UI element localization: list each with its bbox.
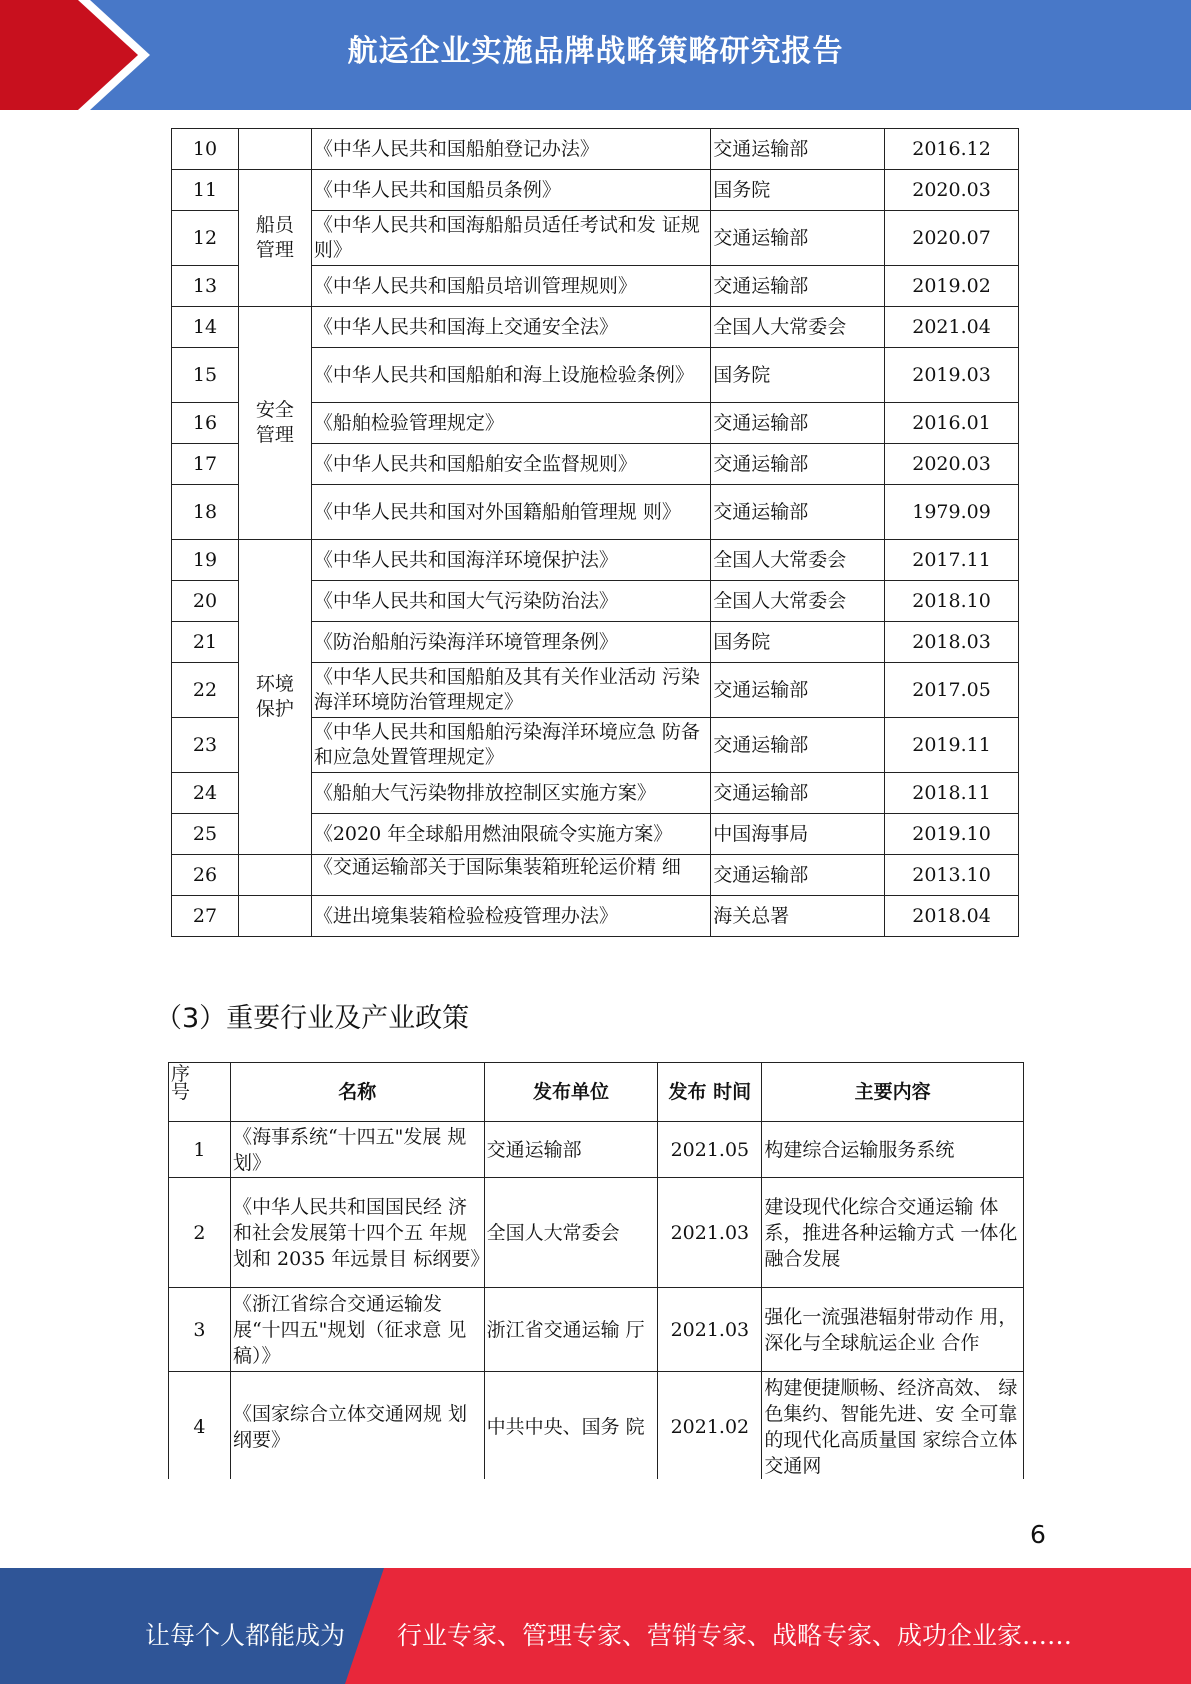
regulation-name: 《中华人民共和国船舶登记办法》 bbox=[311, 129, 710, 170]
table-row bbox=[172, 855, 1019, 896]
page-number: 6 bbox=[1030, 1520, 1046, 1549]
table-row bbox=[169, 1372, 1024, 1482]
row-number: 22 bbox=[172, 663, 239, 718]
header-name: 名称 bbox=[230, 1063, 484, 1122]
issuing-authority: 交通运输部 bbox=[711, 444, 885, 485]
regulation-name: 《中华人民共和国海洋环境保护法》 bbox=[311, 540, 710, 581]
header-date: 发布 时间 bbox=[658, 1063, 762, 1122]
row-number: 27 bbox=[172, 896, 239, 937]
issuing-authority: 国务院 bbox=[711, 348, 885, 403]
issuing-authority: 国务院 bbox=[711, 622, 885, 663]
regulation-name: 《中华人民共和国船舶和海上设施检验条例》 bbox=[311, 348, 710, 403]
regulation-name: 《中华人民共和国海船船员适任考试和发 证规则》 bbox=[311, 211, 710, 266]
regulation-name: 《中华人民共和国船舶安全监督规则》 bbox=[311, 444, 710, 485]
issue-date: 2019.02 bbox=[885, 266, 1019, 307]
issuing-authority: 国务院 bbox=[711, 170, 885, 211]
row-number: 14 bbox=[172, 307, 239, 348]
footer-slogan-left: 让每个人都能成为 bbox=[145, 1621, 346, 1650]
issue-date: 1979.09 bbox=[885, 485, 1019, 540]
regulation-name: 《中华人民共和国船员条例》 bbox=[311, 170, 710, 211]
table-row bbox=[169, 1122, 1024, 1178]
row-number: 26 bbox=[172, 855, 239, 896]
row-number: 21 bbox=[172, 622, 239, 663]
category-cell-empty bbox=[238, 896, 311, 937]
policy-name: 《国家综合立体交通网规 划纲要》 bbox=[230, 1372, 484, 1482]
regulation-name: 《中华人民共和国对外国籍船舶管理规 则》 bbox=[311, 485, 710, 540]
main-content: 构建综合运输服务系统 bbox=[762, 1122, 1024, 1178]
regulation-name: 《中华人民共和国大气污染防治法》 bbox=[311, 581, 710, 622]
issuing-authority: 交通运输部 bbox=[711, 663, 885, 718]
row-number: 19 bbox=[172, 540, 239, 581]
regulation-name: 《中华人民共和国海上交通安全法》 bbox=[311, 307, 710, 348]
issuing-authority: 中共中央、国务 院 bbox=[484, 1372, 658, 1482]
header-content: 主要内容 bbox=[762, 1063, 1024, 1122]
row-number: 15 bbox=[172, 348, 239, 403]
table-row bbox=[172, 540, 1019, 581]
row-number: 4 bbox=[169, 1372, 231, 1482]
table-row bbox=[172, 307, 1019, 348]
policy-name: 《海事系统“十四五"发展 规划》 bbox=[230, 1122, 484, 1178]
issuing-authority: 交通运输部 bbox=[484, 1122, 658, 1178]
issue-date: 2016.01 bbox=[885, 403, 1019, 444]
issue-date: 2021.05 bbox=[658, 1122, 762, 1178]
row-number: 16 bbox=[172, 403, 239, 444]
report-title: 航运企业实施品牌战略策略研究报告 bbox=[347, 34, 844, 69]
issue-date: 2018.10 bbox=[885, 581, 1019, 622]
table-row bbox=[169, 1178, 1024, 1288]
table-row bbox=[172, 129, 1019, 170]
issuing-authority: 交通运输部 bbox=[711, 266, 885, 307]
policy-name: 《中华人民共和国国民经 济和社会发展第十四个五 年规划和 2035 年远景目 标纲要》 bbox=[230, 1178, 484, 1288]
main-content: 建设现代化综合交通运输 体系，推进各种运输方式 一体化融合发展 bbox=[762, 1178, 1024, 1288]
header-org: 发布单位 bbox=[484, 1063, 658, 1122]
main-content: 构建便捷顺畅、经济高效、 绿色集约、智能先进、安 全可靠的现代化高质量国 家综合立体交通网 bbox=[762, 1372, 1024, 1482]
issuing-authority: 中国海事局 bbox=[711, 814, 885, 855]
regulations-table bbox=[171, 128, 1019, 937]
row-number: 24 bbox=[172, 773, 239, 814]
issue-date: 2020.03 bbox=[885, 170, 1019, 211]
issue-date: 2018.11 bbox=[885, 773, 1019, 814]
header-seq: 序 号 bbox=[169, 1063, 231, 1122]
issue-date: 2019.10 bbox=[885, 814, 1019, 855]
policy-name: 《浙江省综合交通运输发 展“十四五"规划（征求意 见稿）》 bbox=[230, 1288, 484, 1372]
regulation-name: 《中华人民共和国船舶污染海洋环境应急 防备和应急处置管理规定》 bbox=[311, 718, 710, 773]
issue-date: 2017.05 bbox=[885, 663, 1019, 718]
issuing-authority: 海关总署 bbox=[711, 896, 885, 937]
row-number: 25 bbox=[172, 814, 239, 855]
issue-date: 2017.11 bbox=[885, 540, 1019, 581]
issue-date: 2013.10 bbox=[885, 855, 1019, 896]
issuing-authority: 全国人大常委会 bbox=[484, 1178, 658, 1288]
regulation-name: 《中华人民共和国船舶及其有关作业活动 污染海洋环境防治管理规定》 bbox=[311, 663, 710, 718]
issue-date: 2020.03 bbox=[885, 444, 1019, 485]
issue-date: 2018.03 bbox=[885, 622, 1019, 663]
table-row bbox=[172, 170, 1019, 211]
issue-date: 2021.03 bbox=[658, 1288, 762, 1372]
issuing-authority: 交通运输部 bbox=[711, 773, 885, 814]
issuing-authority: 交通运输部 bbox=[711, 211, 885, 266]
issue-date: 2020.07 bbox=[885, 211, 1019, 266]
category-cell: 安全 管理 bbox=[238, 307, 311, 540]
issuing-authority: 全国人大常委会 bbox=[711, 307, 885, 348]
regulation-name: 《船舶检验管理规定》 bbox=[311, 403, 710, 444]
issuing-authority: 交通运输部 bbox=[711, 718, 885, 773]
row-number: 17 bbox=[172, 444, 239, 485]
row-number: 1 bbox=[169, 1122, 231, 1178]
regulation-name: 《中华人民共和国船员培训管理规则》 bbox=[311, 266, 710, 307]
row-number: 12 bbox=[172, 211, 239, 266]
table-cutoff bbox=[160, 1479, 1040, 1499]
issuing-authority: 全国人大常委会 bbox=[711, 540, 885, 581]
footer-slogan-right: 行业专家、管理专家、营销专家、战略专家、成功企业家…… bbox=[397, 1621, 1073, 1650]
row-number: 10 bbox=[172, 129, 239, 170]
category-cell: 船员 管理 bbox=[238, 170, 311, 307]
category-cell: 环境 保护 bbox=[238, 540, 311, 855]
regulation-name: 《交通运输部关于国际集装箱班轮运价精 细 bbox=[311, 855, 710, 896]
regulation-name: 《防治船舶污染海洋环境管理条例》 bbox=[311, 622, 710, 663]
category-cell-empty bbox=[238, 855, 311, 896]
category-cell-empty bbox=[238, 129, 311, 170]
issue-date: 2021.04 bbox=[885, 307, 1019, 348]
page-footer bbox=[0, 1568, 1191, 1684]
issue-date: 2018.04 bbox=[885, 896, 1019, 937]
table-row bbox=[172, 896, 1019, 937]
row-number: 2 bbox=[169, 1178, 231, 1288]
issue-date: 2021.03 bbox=[658, 1178, 762, 1288]
section-heading: （3）重要行业及产业政策 bbox=[155, 1003, 470, 1034]
row-number: 23 bbox=[172, 718, 239, 773]
issue-date: 2016.12 bbox=[885, 129, 1019, 170]
row-number: 18 bbox=[172, 485, 239, 540]
regulation-name: 《进出境集装箱检验检疫管理办法》 bbox=[311, 896, 710, 937]
row-number: 20 bbox=[172, 581, 239, 622]
page-header bbox=[0, 0, 1191, 110]
issuing-authority: 全国人大常委会 bbox=[711, 581, 885, 622]
issue-date: 2021.02 bbox=[658, 1372, 762, 1482]
issuing-authority: 交通运输部 bbox=[711, 129, 885, 170]
issue-date: 2019.03 bbox=[885, 348, 1019, 403]
policy-table bbox=[168, 1062, 1024, 1482]
row-number: 11 bbox=[172, 170, 239, 211]
issuing-authority: 交通运输部 bbox=[711, 855, 885, 896]
regulation-name: 《船舶大气污染物排放控制区实施方案》 bbox=[311, 773, 710, 814]
main-content: 强化一流强港辐射带动作 用，深化与全球航运企业 合作 bbox=[762, 1288, 1024, 1372]
row-number: 3 bbox=[169, 1288, 231, 1372]
issuing-authority: 浙江省交通运输 厅 bbox=[484, 1288, 658, 1372]
row-number: 13 bbox=[172, 266, 239, 307]
issuing-authority: 交通运输部 bbox=[711, 485, 885, 540]
table-row bbox=[169, 1288, 1024, 1372]
regulation-name: 《2020 年全球船用燃油限硫令实施方案》 bbox=[311, 814, 710, 855]
issue-date: 2019.11 bbox=[885, 718, 1019, 773]
issuing-authority: 交通运输部 bbox=[711, 403, 885, 444]
